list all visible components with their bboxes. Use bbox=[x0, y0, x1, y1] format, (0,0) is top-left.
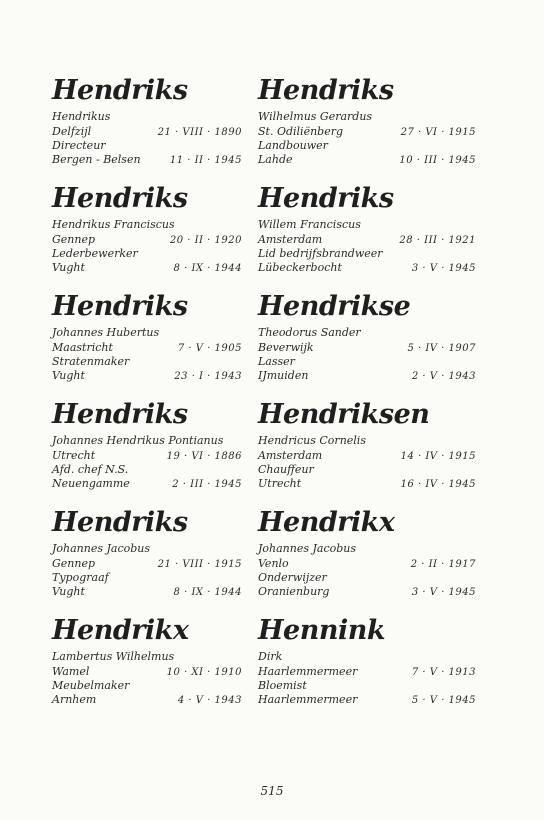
memorial-entry bbox=[52, 76, 282, 184]
place-of-death: Oranienburg bbox=[258, 585, 330, 598]
left-column bbox=[52, 76, 282, 724]
entry-occupation-line bbox=[258, 247, 488, 261]
entry-death-line bbox=[258, 153, 488, 167]
memorial-entry bbox=[258, 184, 488, 292]
death-date: 8 · IX · 1944 bbox=[173, 263, 242, 274]
entry-death-line bbox=[52, 261, 282, 275]
occupation: Afd. chef N.S. bbox=[52, 463, 129, 476]
entry-birth-line bbox=[258, 125, 488, 139]
birthplace: Amsterdam bbox=[258, 449, 323, 462]
memorial-entry bbox=[258, 292, 488, 400]
entry-birth-line bbox=[258, 665, 488, 679]
entry-occupation-line bbox=[258, 463, 488, 477]
place-of-death: Neuengamme bbox=[52, 477, 130, 490]
death-date: 2 · III · 1945 bbox=[172, 479, 242, 490]
place-of-death: IJmuiden bbox=[258, 369, 309, 382]
entry-surname: Hendriks bbox=[52, 399, 188, 430]
entry-given-names: Dirk bbox=[258, 650, 283, 663]
birthplace: Wamel bbox=[52, 665, 90, 678]
occupation: Stratenmaker bbox=[52, 355, 130, 368]
death-date: 16 · IV · 1945 bbox=[400, 479, 476, 490]
page-number: 515 bbox=[260, 784, 284, 798]
entry-surname: Hendriks bbox=[52, 75, 188, 106]
entry-death-line bbox=[52, 693, 282, 707]
entry-occupation-line bbox=[52, 679, 282, 693]
entry-given-names: Wilhelmus Gerardus bbox=[258, 110, 373, 123]
entry-surname: Hendriks bbox=[52, 507, 188, 538]
entry-surname: Hendrikse bbox=[258, 291, 411, 322]
occupation: Lasser bbox=[258, 355, 295, 368]
occupation: Meubelmaker bbox=[52, 679, 130, 692]
entry-surname: Hendriks bbox=[52, 291, 188, 322]
birthplace: Venlo bbox=[258, 557, 289, 570]
memorial-entry bbox=[258, 508, 488, 616]
death-date: 10 · III · 1945 bbox=[399, 155, 476, 166]
entry-given-names: Hendrikus bbox=[52, 110, 111, 123]
occupation: Landbouwer bbox=[258, 139, 328, 152]
birthplace: Delfzijl bbox=[52, 125, 92, 138]
memorial-entry bbox=[258, 400, 488, 508]
entry-occupation-line bbox=[258, 571, 488, 585]
birthplace: St. Odiliënberg bbox=[258, 125, 344, 138]
death-date: 3 · V · 1945 bbox=[411, 587, 476, 598]
birth-date: 7 · V · 1913 bbox=[411, 667, 476, 678]
entry-death-line bbox=[258, 261, 488, 275]
entry-surname: Hendriksen bbox=[258, 399, 430, 430]
birth-date: 19 · VI · 1886 bbox=[166, 451, 242, 462]
birth-date: 10 · XI · 1910 bbox=[166, 667, 242, 678]
entry-given-names: Lambertus Wilhelmus bbox=[52, 650, 175, 663]
memorial-entry bbox=[52, 400, 282, 508]
entry-occupation-line bbox=[52, 463, 282, 477]
entry-death-line bbox=[258, 477, 488, 491]
birthplace: Haarlemmermeer bbox=[258, 665, 358, 678]
death-date: 3 · V · 1945 bbox=[411, 263, 476, 274]
entry-birth-line bbox=[52, 449, 282, 463]
occupation: Directeur bbox=[52, 139, 106, 152]
occupation: Onderwijzer bbox=[258, 571, 327, 584]
occupation: Lid bedrijfsbrandweer bbox=[258, 247, 383, 260]
entry-surname: Hendriks bbox=[258, 183, 394, 214]
entry-occupation-line bbox=[258, 139, 488, 153]
birth-date: 21 · VIII · 1890 bbox=[157, 127, 242, 138]
entry-occupation-line bbox=[258, 679, 488, 693]
entry-given-names: Johannes Jacobus bbox=[52, 542, 151, 555]
entry-surname: Hennink bbox=[258, 615, 386, 646]
entry-surname: Hendrikx bbox=[52, 615, 189, 646]
death-date: 5 · V · 1945 bbox=[411, 695, 476, 706]
place-of-death: Lübeckerbocht bbox=[258, 261, 342, 274]
occupation: Chauffeur bbox=[258, 463, 314, 476]
birthplace: Maastricht bbox=[52, 341, 113, 354]
entry-birth-line bbox=[52, 665, 282, 679]
birthplace: Beverwijk bbox=[258, 341, 314, 354]
entry-birth-line bbox=[258, 233, 488, 247]
entry-death-line bbox=[52, 153, 282, 167]
place-of-death: Vught bbox=[52, 369, 85, 382]
entry-birth-line bbox=[52, 341, 282, 355]
place-of-death: Vught bbox=[52, 261, 85, 274]
death-date: 11 · II · 1945 bbox=[169, 155, 242, 166]
entry-birth-line bbox=[258, 557, 488, 571]
entry-death-line bbox=[52, 477, 282, 491]
birth-date: 14 · IV · 1915 bbox=[400, 451, 476, 462]
memorial-entry bbox=[258, 616, 488, 724]
entry-surname: Hendriks bbox=[258, 75, 394, 106]
entry-given-names: Theodorus Sander bbox=[258, 326, 361, 339]
entry-occupation-line bbox=[52, 247, 282, 261]
entry-occupation-line bbox=[258, 355, 488, 369]
death-date: 8 · IX · 1944 bbox=[173, 587, 242, 598]
memorial-entry bbox=[52, 616, 282, 724]
place-of-death: Vught bbox=[52, 585, 85, 598]
birth-date: 28 · III · 1921 bbox=[399, 235, 476, 246]
birthplace: Amsterdam bbox=[258, 233, 323, 246]
entry-death-line bbox=[52, 585, 282, 599]
death-date: 4 · V · 1943 bbox=[177, 695, 242, 706]
entry-death-line bbox=[258, 693, 488, 707]
place-of-death: Arnhem bbox=[52, 693, 97, 706]
memorial-entry bbox=[258, 76, 488, 184]
memorial-entry bbox=[52, 184, 282, 292]
entry-birth-line bbox=[258, 449, 488, 463]
place-of-death: Haarlemmermeer bbox=[258, 693, 358, 706]
entry-surname: Hendriks bbox=[52, 183, 188, 214]
entry-given-names: Johannes Jacobus bbox=[258, 542, 357, 555]
entry-death-line bbox=[258, 369, 488, 383]
entry-given-names: Hendricus Cornelis bbox=[258, 434, 366, 447]
entry-surname: Hendrikx bbox=[258, 507, 395, 538]
birthplace: Gennep bbox=[52, 557, 96, 570]
entry-occupation-line bbox=[52, 571, 282, 585]
entry-death-line bbox=[258, 585, 488, 599]
entry-birth-line bbox=[52, 125, 282, 139]
birth-date: 7 · V · 1905 bbox=[177, 343, 242, 354]
occupation: Lederbewerker bbox=[52, 247, 138, 260]
death-date: 23 · I · 1943 bbox=[174, 371, 242, 382]
entry-given-names: Johannes Hendrikus Pontianus bbox=[52, 434, 224, 447]
entry-occupation-line bbox=[52, 355, 282, 369]
entry-given-names: Hendrikus Franciscus bbox=[52, 218, 175, 231]
birth-date: 5 · IV · 1907 bbox=[407, 343, 476, 354]
entry-given-names: Willem Franciscus bbox=[258, 218, 361, 231]
entry-given-names: Johannes Hubertus bbox=[52, 326, 160, 339]
birthplace: Utrecht bbox=[52, 449, 96, 462]
entry-birth-line bbox=[258, 341, 488, 355]
birth-date: 21 · VIII · 1915 bbox=[157, 559, 242, 570]
entry-birth-line bbox=[52, 557, 282, 571]
place-of-death: Utrecht bbox=[258, 477, 302, 490]
place-of-death: Bergen - Belsen bbox=[52, 153, 141, 166]
place-of-death: Lahde bbox=[258, 153, 293, 166]
birth-date: 20 · II · 1920 bbox=[169, 235, 242, 246]
entry-occupation-line bbox=[52, 139, 282, 153]
memorial-entry bbox=[52, 292, 282, 400]
birth-date: 27 · VI · 1915 bbox=[400, 127, 476, 138]
occupation: Typograaf bbox=[52, 571, 109, 584]
birth-date: 2 · II · 1917 bbox=[410, 559, 476, 570]
birthplace: Gennep bbox=[52, 233, 96, 246]
death-date: 2 · V · 1943 bbox=[411, 371, 476, 382]
entry-birth-line bbox=[52, 233, 282, 247]
occupation: Bloemist bbox=[258, 679, 307, 692]
entry-death-line bbox=[52, 369, 282, 383]
memorial-entry bbox=[52, 508, 282, 616]
right-column bbox=[258, 76, 488, 724]
